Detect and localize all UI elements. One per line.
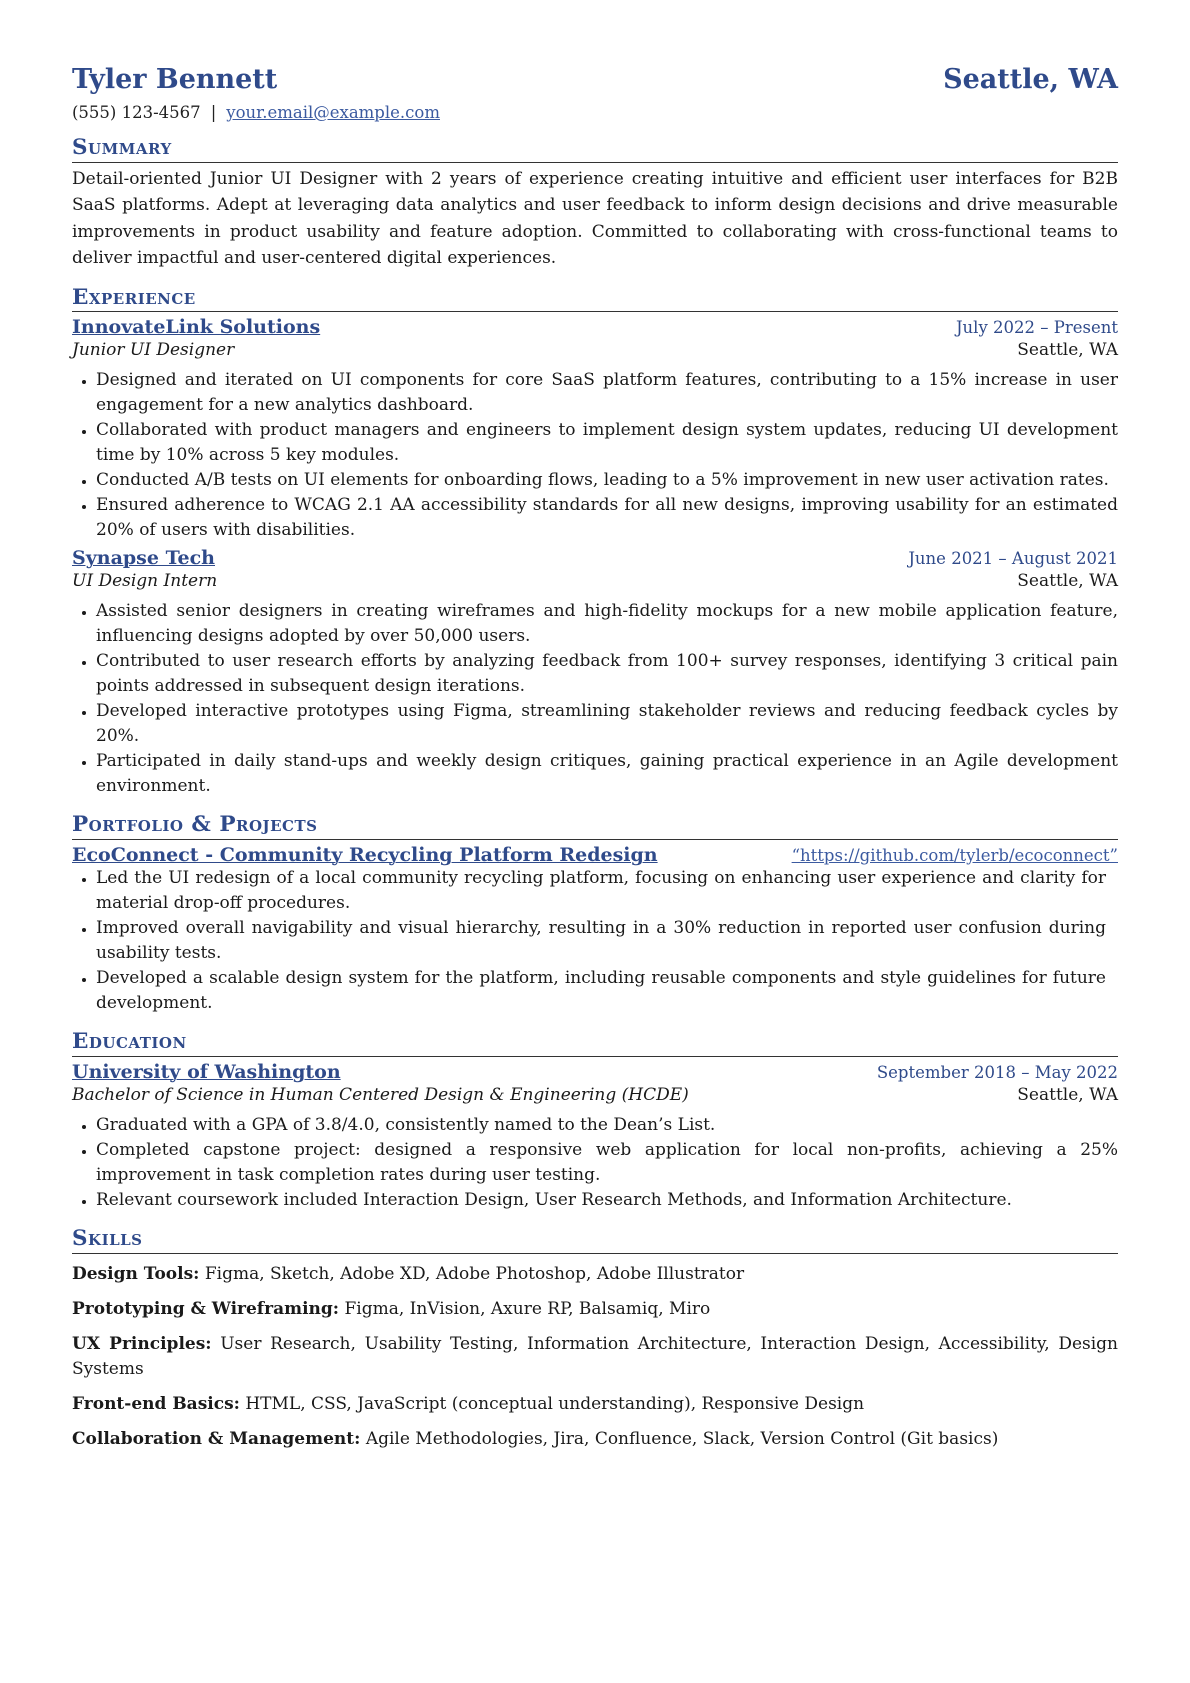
phone-number: (555) 123-4567 <box>72 103 201 122</box>
section-title-skills: Skills <box>72 1227 1118 1254</box>
skill-line <box>72 1262 1118 1287</box>
list-item: • Designed and iterated on UI components for core SaaS platform features, contributing to a 15% increase in user engagement for a new analytics dashboard. <box>96 368 1118 418</box>
section-title-projects: Portfolio & Projects <box>72 813 1118 840</box>
project-title-link[interactable]: EcoConnect - Community Recycling Platform Redesign <box>72 844 658 867</box>
skill-value: Agile Methodologies, Jira, Confluence, Slack, Version Control (Git basics) <box>365 1428 999 1449</box>
list-item: • Improved overall navigability and visual hierarchy, resulting in a 30% reduction in reported user confusion during usability tests. <box>96 916 1106 966</box>
candidate-name: Tyler Bennett <box>72 64 278 95</box>
company-link[interactable]: Synapse Tech <box>72 547 216 570</box>
skills-list <box>72 1262 1118 1452</box>
candidate-location: Seattle, WA <box>943 64 1118 95</box>
email-link[interactable]: your.email@example.com <box>226 103 440 122</box>
list-item: • Assisted senior designers in creating wireframes and high-fidelity mockups for a new mobile application feature, influencing designs adopted by over 50,000 users. <box>96 599 1118 649</box>
skill-value: HTML, CSS, JavaScript (conceptual understanding), Responsive Design <box>245 1393 865 1414</box>
skill-label: Design Tools: <box>72 1263 200 1284</box>
job-location: Seattle, WA <box>1017 571 1118 592</box>
company-link[interactable]: InnovateLink Solutions <box>72 316 321 339</box>
education-bullets <box>72 1113 1118 1213</box>
job-dates: June 2021 – August 2021 <box>908 549 1118 569</box>
education-entry <box>72 1061 1118 1213</box>
project-header <box>72 844 1118 866</box>
entry-header <box>72 547 1118 569</box>
list-item: • Developed interactive prototypes using Figma, streamlining stakeholder reviews and reducing feedback cycles by 20%. <box>96 699 1118 749</box>
job-role: Junior UI Designer <box>72 340 235 361</box>
entry-subheader <box>72 340 1118 360</box>
education-dates: September 2018 – May 2022 <box>876 1062 1118 1082</box>
skill-value: Figma, Sketch, Adobe XD, Adobe Photoshop, Adobe Illustrator <box>204 1263 745 1284</box>
list-item: • Contributed to user research efforts by analyzing feedback from 100+ survey responses, identifying 3 critical pain points addressed in subsequent design iterations. <box>96 649 1118 699</box>
job-bullets <box>72 599 1118 799</box>
school-link[interactable]: University of Washington <box>72 1060 341 1083</box>
skill-value: User Research, Usability Testing, Information Architecture, Interaction Design, Accessibility, Design Systems <box>72 1333 1119 1379</box>
section-title-summary: Summary <box>72 136 1118 163</box>
skill-value: Figma, InVision, Axure RP, Balsamiq, Miro <box>344 1298 711 1319</box>
job-location: Seattle, WA <box>1017 340 1118 361</box>
project-entry <box>72 844 1118 1016</box>
experience-entry <box>72 547 1118 799</box>
contact-line <box>72 103 1118 122</box>
skill-label: UX Principles: <box>72 1333 212 1354</box>
entry-subheader <box>72 571 1118 591</box>
skill-line <box>72 1427 1118 1452</box>
skill-line <box>72 1297 1118 1322</box>
list-item: • Graduated with a GPA of 3.8/4.0, consistently named to the Dean’s List. <box>96 1113 1118 1138</box>
summary-text: Detail-oriented Junior UI Designer with 2 years of experience creating intuitive and efficient user interfaces for B2B SaaS platforms. Adept at leveraging data analytics and user feedback to inform design decisions and drive measurable improvements in product usability and feature adoption. Committed to collaborating with cross-functional teams to deliver impactful and user-centered digital experiences. <box>72 168 1118 269</box>
contact-separator: | <box>210 103 217 122</box>
entry-subheader <box>72 1085 1118 1105</box>
job-bullets <box>72 368 1118 543</box>
resume-header <box>72 64 1118 95</box>
skill-line <box>72 1392 1118 1417</box>
job-dates: July 2022 – Present <box>955 318 1118 338</box>
skill-line <box>72 1332 1118 1382</box>
entry-header <box>72 316 1118 338</box>
skill-label: Front-end Basics: <box>72 1393 240 1414</box>
school-location: Seattle, WA <box>1017 1084 1118 1105</box>
list-item: • Completed capstone project: designed a responsive web application for local non-profits, achieving a 25% improvement in task completion rates during user testing. <box>96 1138 1118 1188</box>
list-item: • Relevant coursework included Interaction Design, User Research Methods, and Information Architecture. <box>96 1188 1118 1213</box>
list-item: • Ensured adherence to WCAG 2.1 AA accessibility standards for all new designs, improving usability for an estimated 20% of users with disabilities. <box>96 493 1118 543</box>
experience-entry <box>72 316 1118 543</box>
list-item: • Collaborated with product managers and engineers to implement design system updates, reducing UI development time by 10% across 5 key modules. <box>96 418 1118 468</box>
project-url-link[interactable]: “https://github.com/tylerb/ecoconnect” <box>791 846 1118 866</box>
list-item: • Conducted A/B tests on UI elements for onboarding flows, leading to a 5% improvement in new user activation rates. <box>96 468 1118 493</box>
section-title-experience: Experience <box>72 286 1118 313</box>
list-item: • Developed a scalable design system for the platform, including reusable components and style guidelines for future development. <box>96 966 1106 1016</box>
section-title-education: Education <box>72 1030 1118 1057</box>
entry-header <box>72 1061 1118 1083</box>
skill-label: Collaboration & Management: <box>72 1428 361 1449</box>
list-item: • Led the UI redesign of a local community recycling platform, focusing on enhancing user experience and clarity for material drop-off procedures. <box>96 866 1106 916</box>
degree: Bachelor of Science in Human Centered Design & Engineering (HCDE) <box>72 1084 689 1105</box>
skill-label: Prototyping & Wireframing: <box>72 1298 340 1319</box>
list-item: • Participated in daily stand-ups and weekly design critiques, gaining practical experience in an Agile development environment. <box>96 749 1118 799</box>
project-bullets <box>72 866 1118 1016</box>
job-role: UI Design Intern <box>72 571 218 592</box>
